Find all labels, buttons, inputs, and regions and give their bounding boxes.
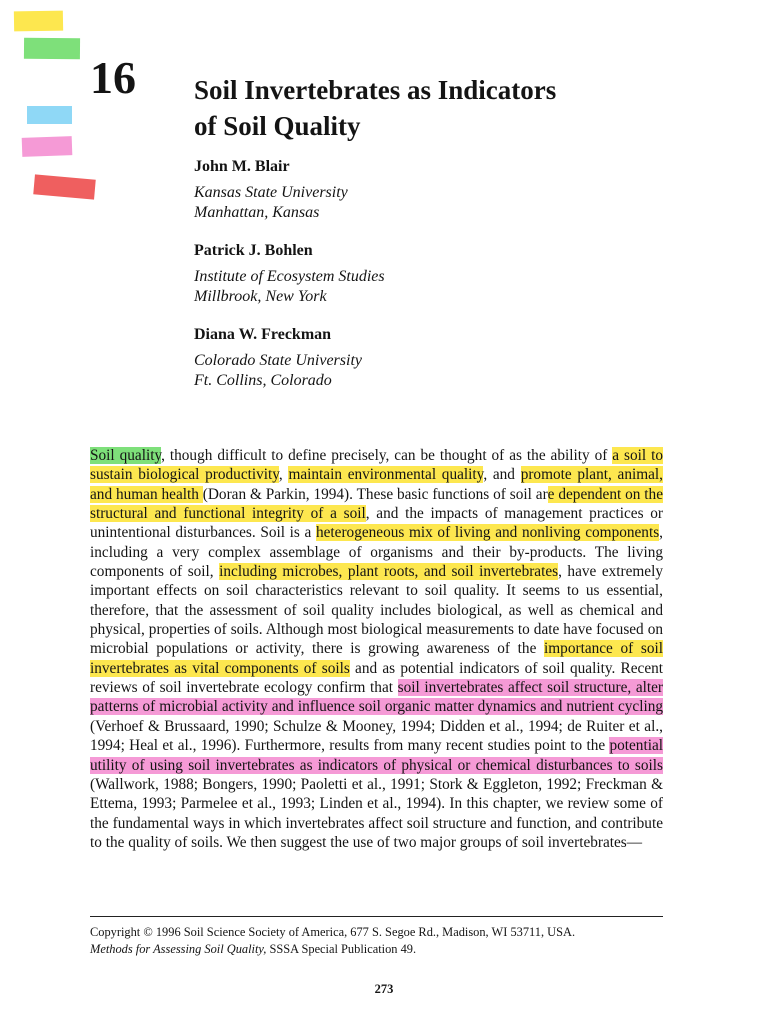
author-name: John M. Blair <box>194 158 290 175</box>
highlighted-text-yellow: importance of soil invertebrates as vital components of soils <box>90 640 663 677</box>
author-affiliation <box>194 351 362 391</box>
body-text-segment: and as potential indicators of soil quality. Recent reviews of soil invertebrate ecology confirm that <box>90 659 664 697</box>
yellow-bookmark-flag <box>14 11 63 32</box>
affiliation-location: Millbrook, New York <box>194 288 327 305</box>
body-text-segment: , though difficult to define precisely, can be thought of as the ability of <box>161 447 613 464</box>
highlighted-text-yellow: including microbes, plant roots, and soil invertebrates <box>219 563 559 581</box>
chapter-number: 16 <box>90 52 136 103</box>
body-text-segment: (Verhoef & Brussaard, 1990; Schulze & Mooney, 1994; Didden et al., 1994; de Ruiter et al., 1994; Heal et al., 1996). Furthermore, results from many recent studies point to the <box>90 717 663 755</box>
highlighted-text-pink: soil invertebrates affect soil structure, alter patterns of microbial activity and influence soil organic matter dynamics and nutrient cycling <box>90 679 663 716</box>
body-text-segment: , including a very complex assemblage of organisms and their by-products. The living components of soil, <box>90 524 663 581</box>
body-text-segment: , and <box>483 466 521 484</box>
highlighted-text-yellow: e dependent on the structural and functional integrity of a soil <box>90 485 663 523</box>
pink-bookmark-flag <box>22 136 73 157</box>
publication-title: Methods for Assessing Soil Quality, <box>90 942 267 956</box>
author-affiliation <box>194 267 385 307</box>
copyright-footnote <box>90 924 663 958</box>
publication-detail: SSSA Special Publication 49. <box>266 942 417 956</box>
affiliation-location: Ft. Collins, Colorado <box>194 372 332 389</box>
body-text-segment: , <box>278 466 289 484</box>
body-text-segment: , and the impacts of management practices or unintentional disturbances. Soil is a <box>90 505 663 542</box>
highlighted-text-yellow: promote plant, animal, and human health <box>90 466 663 503</box>
body-text-segment: (Wallwork, 1988; Bongers, 1990; Paoletti et al., 1991; Stork & Eggleton, 1992; Freckman & Ettema, 1993; Parmelee et al., 1993; Linden et al., 1994). In this chapter, we review some of the fundamental ways in which invertebrates affect soil structure and function, and contribute to the quality of soils. We then suggest the use of two major groups of soil invertebrates— <box>90 775 663 851</box>
highlighted-text-yellow: a soil to sustain biological productivity <box>90 447 663 484</box>
chapter-title-line2: of Soil Quality <box>194 111 361 141</box>
body-text-segment: , have extremely important effects on soil characteristics relevant to soil quality. It seems to us essential, therefore, that the assessment of soil quality includes biological, as well as chemical and physical, properties of soils. Although most biological measurements to date have focused on microbial populations or activity, there is growing awareness of the <box>90 563 663 658</box>
affiliation-institution: Colorado State University <box>194 352 362 369</box>
author-name: Patrick J. Bohlen <box>194 242 313 259</box>
body-text-segment: (Doran & Parkin, 1994). These basic functions of soil ar <box>202 485 548 503</box>
copyright-line: Copyright © 1996 Soil Science Society of America, 677 S. Segoe Rd., Madison, WI 53711, USA. <box>90 925 576 939</box>
chapter-title-line1: Soil Invertebrates as Indicators <box>194 75 557 105</box>
highlighted-text-yellow: heterogeneous mix of living and nonliving components <box>315 524 660 542</box>
page-number: 273 <box>374 982 394 996</box>
author-name: Diana W. Freckman <box>194 326 332 343</box>
highlighted-text-pink: potential utility of using soil invertebrates as indicators of physical or chemical disturbances to soils <box>90 737 663 774</box>
footnote-divider <box>90 916 663 917</box>
highlighted-text-green: Soil quality <box>90 447 162 464</box>
red-bookmark-flag <box>33 174 96 199</box>
affiliation-institution: Institute of Ecosystem Studies <box>194 268 385 285</box>
affiliation-institution: Kansas State University <box>194 184 348 201</box>
highlighted-text-yellow: maintain environmental quality <box>288 466 484 484</box>
body-paragraph <box>90 446 663 852</box>
blue-bookmark-flag <box>27 106 72 124</box>
affiliation-location: Manhattan, Kansas <box>194 204 320 221</box>
chapter-title <box>194 72 654 144</box>
author-affiliation <box>194 183 348 223</box>
green-bookmark-flag <box>24 38 80 59</box>
